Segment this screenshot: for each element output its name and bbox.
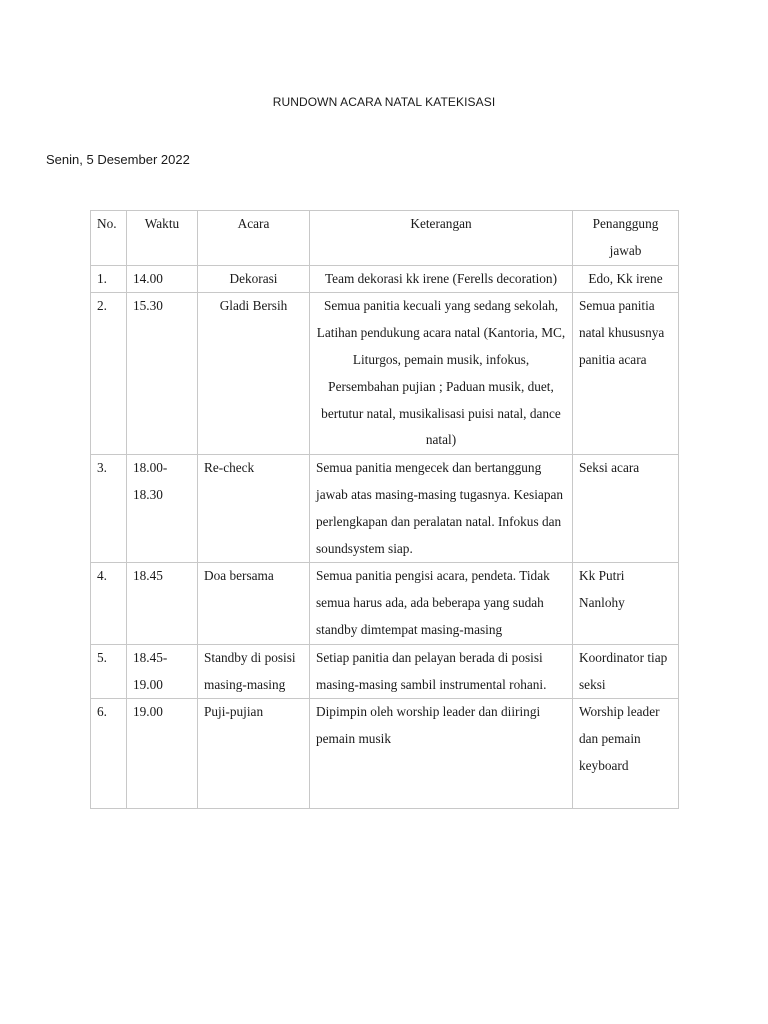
cell-no: 6. (91, 699, 127, 809)
rundown-table (90, 210, 679, 809)
cell-waktu: 14.00 (127, 265, 198, 293)
table-row (91, 455, 679, 563)
cell-no: 1. (91, 265, 127, 293)
cell-penanggung-jawab: Edo, Kk irene (573, 265, 679, 293)
cell-acara: Gladi Bersih (198, 293, 310, 455)
cell-keterangan: Semua panitia kecuali yang sedang sekolah, Latihan pendukung acara natal (Kantoria, MC, Liturgos, pemain musik, infokus, Persembahan pujian ; Paduan musik, duet, bertutur natal, musikalisasi puisi natal, dance natal) (310, 293, 573, 455)
cell-waktu: 18.45-19.00 (127, 644, 198, 699)
document-title: RUNDOWN ACARA NATAL KATEKISASI (272, 95, 496, 109)
cell-acara: Dekorasi (198, 265, 310, 293)
header-penanggung-jawab: Penanggung jawab (573, 211, 679, 266)
table-row (91, 265, 679, 293)
cell-keterangan: Team dekorasi kk irene (Ferells decoration) (310, 265, 573, 293)
cell-penanggung-jawab: Koordinator tiap seksi (573, 644, 679, 699)
cell-no: 2. (91, 293, 127, 455)
table-row (91, 644, 679, 699)
cell-penanggung-jawab: Worship leader dan pemain keyboard (573, 699, 679, 809)
cell-no: 4. (91, 563, 127, 644)
table-row (91, 293, 679, 455)
cell-no: 3. (91, 455, 127, 563)
cell-keterangan: Setiap panitia dan pelayan berada di posisi masing-masing sambil instrumental rohani. (310, 644, 573, 699)
cell-keterangan: Dipimpin oleh worship leader dan diiringi pemain musik (310, 699, 573, 809)
table-row (91, 563, 679, 644)
document-date: Senin, 5 Desember 2022 (46, 152, 190, 167)
cell-acara: Puji-pujian (198, 699, 310, 809)
cell-penanggung-jawab: Seksi acara (573, 455, 679, 563)
header-acara: Acara (198, 211, 310, 266)
table-header-row (91, 211, 679, 266)
cell-no: 5. (91, 644, 127, 699)
cell-waktu: 18.45 (127, 563, 198, 644)
table-row (91, 699, 679, 809)
cell-waktu: 18.00-18.30 (127, 455, 198, 563)
cell-acara: Standby di posisi masing-masing (198, 644, 310, 699)
cell-keterangan: Semua panitia mengecek dan bertanggung jawab atas masing-masing tugasnya. Kesiapan perlengkapan dan peralatan natal. Infokus dan soundsystem siap. (310, 455, 573, 563)
cell-acara: Re-check (198, 455, 310, 563)
header-waktu: Waktu (127, 211, 198, 266)
cell-waktu: 15.30 (127, 293, 198, 455)
cell-penanggung-jawab: Semua panitia natal khususnya panitia acara (573, 293, 679, 455)
header-no: No. (91, 211, 127, 266)
cell-acara: Doa bersama (198, 563, 310, 644)
cell-penanggung-jawab: Kk Putri Nanlohy (573, 563, 679, 644)
cell-keterangan: Semua panitia pengisi acara, pendeta. Tidak semua harus ada, ada beberapa yang sudah standby dimtempat masing-masing (310, 563, 573, 644)
header-keterangan: Keterangan (310, 211, 573, 266)
cell-waktu: 19.00 (127, 699, 198, 809)
